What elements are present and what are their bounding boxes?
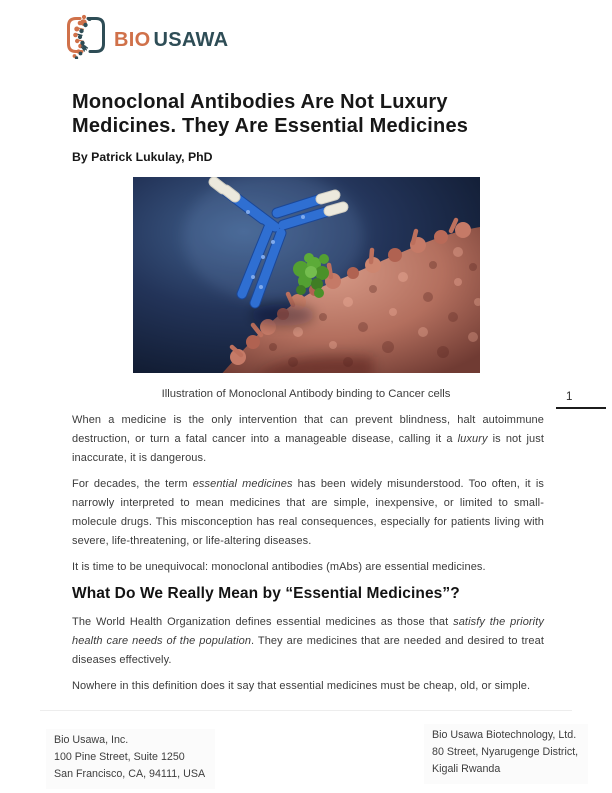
paragraph-2: For decades, the term essential medicines has been widely misunderstood. Too often, it is narrowly interpreted to mean medicines that are simple, inexpensive, or limited to small-molecule drugs. This misconception has real consequences, especially for patients living with severe, life-threatening, or life-altering diseases. bbox=[72, 478, 544, 547]
section-heading: What Do We Really Mean by “Essential Medicines”? bbox=[72, 585, 460, 602]
footer-divider bbox=[40, 710, 572, 711]
logo-text-bio: BIO bbox=[114, 29, 151, 51]
footer-us-line3: San Francisco, CA, 94111, USA bbox=[54, 768, 206, 780]
footer-us-line2: 100 Pine Street, Suite 1250 bbox=[54, 751, 185, 763]
bio-usawa-logo bbox=[63, 13, 228, 59]
paragraph-4: The World Health Organization defines essential medicines as those that satisfy the priority health care needs of the population. They are medicines that are needed and desired to treat diseases effectively. bbox=[72, 616, 544, 666]
antibody-figure-image bbox=[133, 177, 480, 373]
footer-rw-line3: Kigali Rwanda bbox=[432, 763, 501, 775]
logo-text-usawa: USAWA bbox=[153, 29, 229, 51]
article-body bbox=[72, 411, 544, 703]
footer-us-line1: Bio Usawa, Inc. bbox=[54, 734, 129, 746]
dna-logo-icon bbox=[63, 13, 109, 59]
footer-address-rwanda bbox=[424, 724, 588, 784]
article-title: Monoclonal Antibodies Are Not Luxury Medicines. They Are Essential Medicines bbox=[72, 91, 469, 137]
footer-rw-line1: Bio Usawa Biotechnology, Ltd. bbox=[432, 729, 577, 741]
page-number-marker: 1 bbox=[556, 391, 606, 409]
footer-rw-line2: 80 Street, Nyarugenge District, bbox=[432, 746, 579, 758]
article-byline: By Patrick Lukulay, PhD bbox=[72, 150, 213, 164]
paragraph-5: Nowhere in this definition does it say that essential medicines must be cheap, old, or simple. bbox=[72, 680, 531, 692]
logo-wordmark bbox=[114, 29, 228, 59]
figure-caption: Illustration of Monoclonal Antibody binding to Cancer cells bbox=[161, 388, 451, 400]
paragraph-1: When a medicine is the only intervention that can prevent blindness, halt autoimmune destruction, or turn a fatal cancer into a manageable disease, calling it a luxury is not just inaccurate, it is dangerous. bbox=[72, 414, 544, 464]
paragraph-3: It is time to be unequivocal: monoclonal antibodies (mAbs) are essential medicines. bbox=[72, 561, 486, 573]
footer-address-us bbox=[46, 729, 215, 789]
